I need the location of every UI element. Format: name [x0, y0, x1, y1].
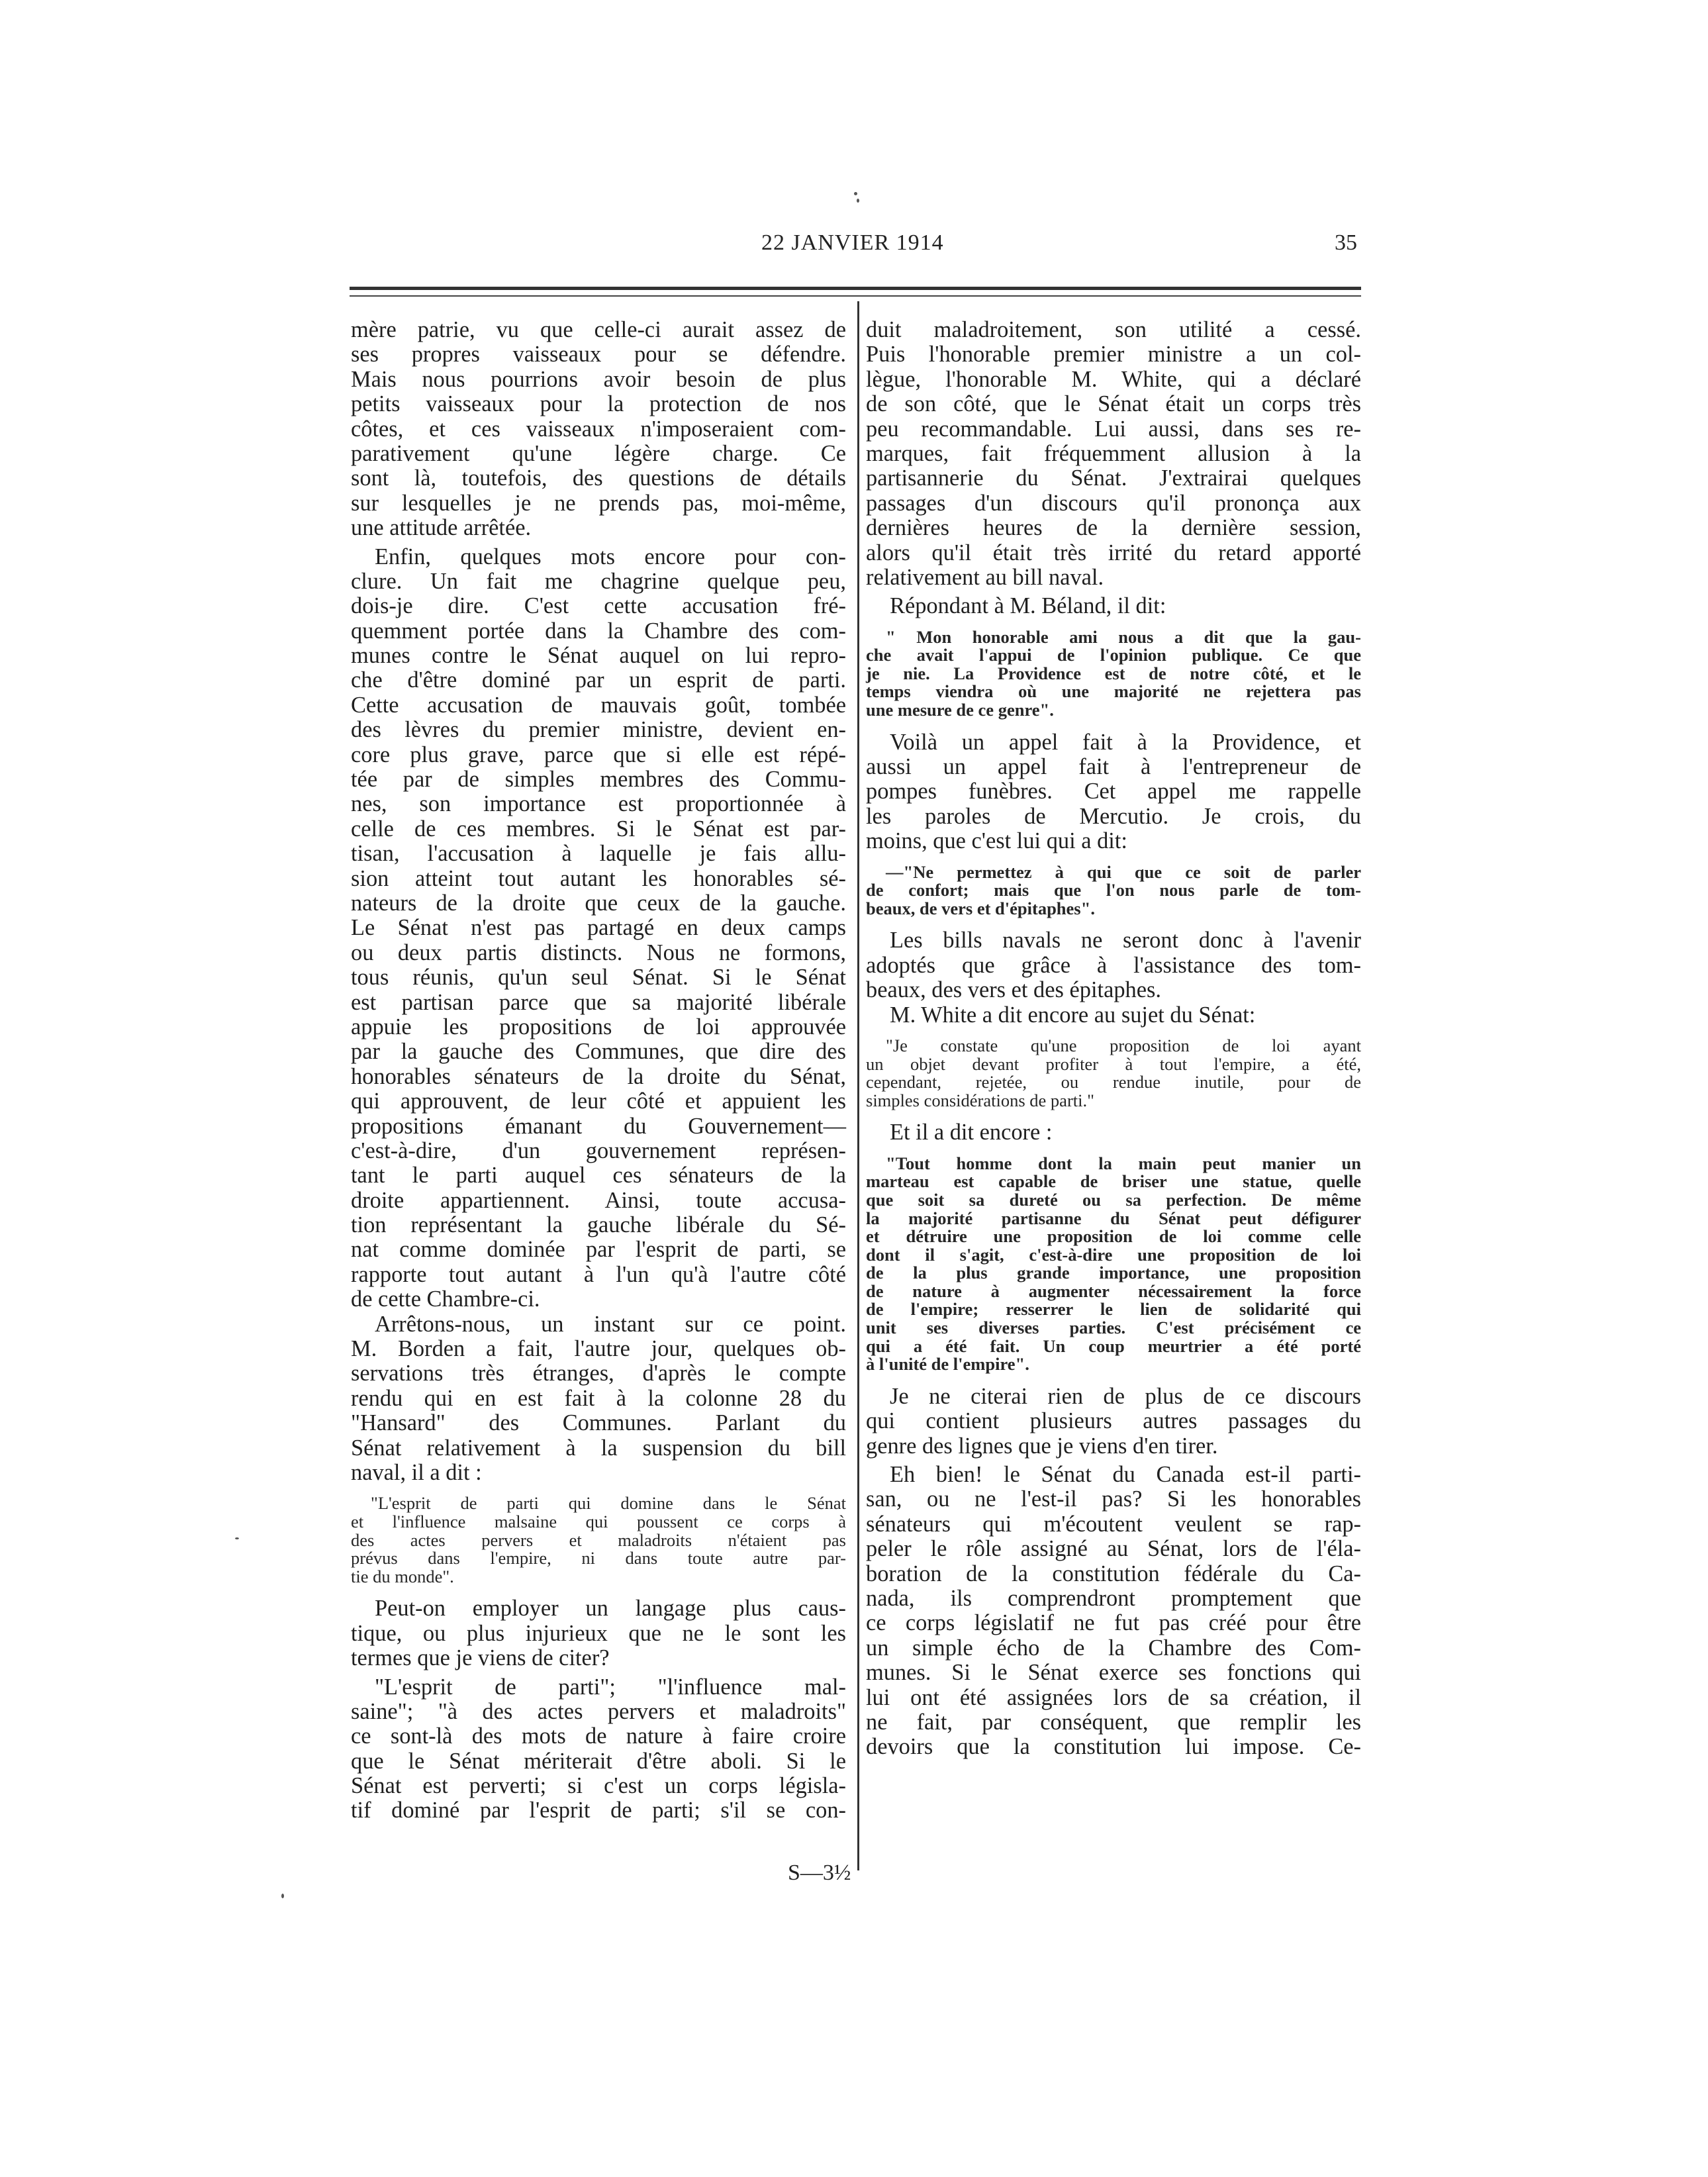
text-line: Peut-on employer un langage plus caus-	[375, 1596, 846, 1621]
text-line: rapporte tout autant à l'un qu'à l'autre côté	[351, 1261, 846, 1287]
text-line: genre des lignes que je viens d'en tirer.	[866, 1433, 1218, 1459]
text-line: sion atteint tout autant les honorables sé-	[351, 865, 846, 891]
text-line: lègue, l'honorable M. White, qui a déclaré	[866, 366, 1361, 392]
text-line: une mesure de ce genre".	[866, 700, 1054, 720]
text-line: tion représentant la gauche libérale du Sé-	[351, 1212, 846, 1238]
text-line: tisan, l'accusation à laquelle je fais allu-	[351, 841, 846, 867]
text-line: peu recommandable. Lui aussi, dans ses re-	[866, 416, 1361, 442]
text-line: de son côté, que le Sénat était un corps très	[866, 391, 1361, 417]
text-line: nes, son importance est proportionnée à	[351, 791, 846, 817]
text-line: un simple écho de la Chambre des Com-	[866, 1635, 1361, 1661]
signature-mark: S—3½	[788, 1861, 851, 1885]
text-line: à l'unité de l'empire".	[866, 1354, 1029, 1375]
text-line: ce sont-là des mots de nature à faire croire	[351, 1723, 846, 1749]
scan-speck	[281, 1894, 284, 1898]
text-line: et l'influence malsaine qui poussent ce corps à	[351, 1511, 846, 1531]
text-line: ce corps législatif ne fut pas créé pour être	[866, 1610, 1361, 1636]
text-line: Je ne citerai rien de plus de ce discours	[890, 1383, 1361, 1409]
text-line: nada, ils comprendront promptement que	[866, 1585, 1361, 1611]
text-line: beaux, des vers et des épitaphes.	[866, 977, 1161, 1003]
text-line: peler le rôle assigné au Sénat, lors de l'éla-	[866, 1536, 1361, 1562]
scan-speck	[235, 1537, 239, 1539]
text-line: sont là, toutefois, des questions de détails	[351, 465, 846, 491]
paragraph	[866, 928, 1361, 1002]
text-line: boration de la constitution fédérale du Ca-	[866, 1561, 1361, 1586]
text-line: qui approuvent, de leur côté et appuient les	[351, 1088, 846, 1114]
paragraph	[866, 1463, 1361, 1760]
text-line: Les bills navals ne seront donc à l'avenir	[890, 928, 1361, 953]
text-line: un objet devant profiter à tout l'empire, a été,	[866, 1053, 1361, 1074]
block-quote	[866, 628, 1361, 720]
text-line: che d'être dominé par un esprit de parti.	[351, 667, 846, 693]
text-line: celle de ces membres. Si le Sénat est par-	[351, 816, 846, 842]
text-line: Sénat relativement à la suspension du bill	[351, 1435, 846, 1461]
text-line: Mais nous pourrions avoir besoin de plus	[351, 366, 846, 392]
text-line: les paroles de Mercutio. Je crois, du	[866, 803, 1361, 829]
text-line: la majorité partisanne du Sénat peut défigurer	[866, 1208, 1361, 1228]
text-line: que soit sa dureté ou sa perfection. De même	[866, 1189, 1361, 1210]
text-line: clure. Un fait me chagrine quelque peu,	[351, 568, 846, 594]
text-line: partisannerie du Sénat. J'extrairai quelques	[866, 465, 1361, 491]
text-line: core plus grave, parce que si elle est répé-	[351, 742, 846, 767]
text-line: parativement qu'une légère charge. Ce	[351, 440, 846, 466]
text-line: une attitude arrêtée.	[351, 515, 532, 541]
text-line: simples considérations de parti."	[866, 1090, 1094, 1110]
text-line: je nie. La Providence est de notre côté, et le	[866, 663, 1361, 683]
text-line: de la plus grande importance, une proposition	[866, 1263, 1361, 1283]
text-line: tous réunis, qu'un seul Sénat. Si le Sénat	[351, 965, 846, 991]
text-line: lui ont été assignées lors de sa création, il	[866, 1684, 1361, 1710]
paragraph	[351, 1596, 846, 1670]
paragraph	[866, 1003, 1361, 1028]
text-line: saine"; "à des actes pervers et maladroits"	[351, 1698, 846, 1724]
text-line: marteau est capable de briser une statue, quelle	[866, 1171, 1361, 1192]
text-line: moins, que c'est lui qui a dit:	[866, 828, 1127, 854]
paragraph	[351, 1312, 846, 1486]
text-line: dois-je dire. C'est cette accusation fré-	[351, 593, 846, 619]
left-column	[351, 318, 846, 1823]
text-line: Arrêtons-nous, un instant sur ce point.	[375, 1311, 846, 1337]
text-line: des actes pervers et maladroits n'étaient pas	[351, 1529, 846, 1550]
text-line: tie du monde".	[351, 1566, 454, 1586]
text-line: Enfin, quelques mots encore pour con-	[375, 544, 846, 569]
text-line: munes contre le Sénat auquel on lui repro-	[351, 643, 846, 669]
block-quote	[866, 863, 1361, 918]
text-line: droite appartiennent. Ainsi, toute accusa-	[351, 1187, 846, 1213]
text-line: ses propres vaisseaux pour se défendre.	[351, 342, 846, 367]
text-line: Puis l'honorable premier ministre a un col-	[866, 342, 1361, 367]
text-line: rendu qui en est fait à la colonne 28 du	[351, 1385, 846, 1411]
text-line: Et il a dit encore :	[890, 1120, 1053, 1145]
text-line: petits vaisseaux pour la protection de nos	[351, 391, 846, 417]
text-line: pompes funèbres. Cet appel me rappelle	[866, 779, 1361, 804]
text-line: sénateurs qui m'écoutent veulent se rap-	[866, 1511, 1361, 1537]
text-line: appuie les propositions de loi approuvée	[351, 1014, 846, 1040]
paragraph	[866, 1120, 1361, 1145]
text-line: san, ou ne l'est-il pas? Si les honorables	[866, 1486, 1361, 1512]
paragraph	[351, 1675, 846, 1823]
text-line: marques, fait fréquemment allusion à la	[866, 440, 1361, 466]
text-line: adoptés que grâce à l'assistance des tom-	[866, 952, 1361, 978]
text-line: de cette Chambre-ci.	[351, 1286, 540, 1312]
text-line: qui a été fait. Un coup meurtrier a été porté	[866, 1335, 1361, 1356]
scan-speck	[857, 199, 859, 203]
text-line: aussi un appel fait à l'entrepreneur de	[866, 754, 1361, 780]
text-line: Le Sénat n'est pas partagé en deux camps	[351, 915, 846, 941]
text-line: alors qu'il était très irrité du retard apporté	[866, 540, 1361, 565]
text-line: tique, ou plus injurieux que ne le sont les	[351, 1620, 846, 1646]
text-line: M. White a dit encore au sujet du Sénat:	[890, 1002, 1256, 1028]
text-line: che avait l'appui de l'opinion publique. Ce que	[866, 645, 1361, 665]
text-line: sur lesquelles je ne prends pas, moi-même,	[351, 490, 846, 516]
text-line: mère patrie, vu que celle-ci aurait assez de	[351, 317, 846, 342]
paragraph	[351, 318, 846, 541]
text-line: dont il s'agit, c'est-à-dire une proposition de loi	[866, 1244, 1361, 1265]
text-line: relativement au bill naval.	[866, 564, 1104, 590]
text-line: Répondant à M. Béland, il dit:	[890, 593, 1166, 619]
text-line: ou deux partis distincts. Nous ne formons,	[351, 940, 846, 965]
text-line: quemment portée dans la Chambre des com-	[351, 618, 846, 644]
text-line: de nature à augmenter nécessairement la force	[866, 1281, 1361, 1301]
text-line: termes que je viens de citer?	[351, 1645, 610, 1671]
text-line: duit maladroitement, son utilité a cessé.	[866, 317, 1361, 342]
text-line: propositions émanant du Gouvernement—	[351, 1113, 846, 1139]
text-line: par la gauche des Communes, que dire des	[351, 1039, 846, 1065]
text-line: servations très étranges, d'après le compte	[351, 1361, 846, 1386]
text-line: M. Borden a fait, l'autre jour, quelques ob-	[351, 1336, 846, 1362]
text-line: dernières heures de la dernière session,	[866, 515, 1361, 541]
text-line: devoirs que la constitution lui impose. Ce-	[866, 1734, 1361, 1760]
text-line: et détruire une proposition de loi comme celle	[866, 1226, 1361, 1247]
text-line: que le Sénat mériterait d'être aboli. Si le	[351, 1748, 846, 1774]
text-line: nateurs de la droite que ceux de la gauche.	[351, 890, 846, 916]
text-line: côtes, et ces vaisseaux n'imposeraient com-	[351, 416, 846, 442]
header-rule	[350, 287, 1361, 290]
text-line: prévus dans l'empire, ni dans toute autre par-	[351, 1548, 846, 1569]
page-number: 35	[1335, 230, 1357, 255]
block-quote	[866, 1155, 1361, 1374]
text-line: Eh bien! le Sénat du Canada est-il parti-	[890, 1462, 1361, 1488]
text-line: passages d'un discours qu'il prononça aux	[866, 490, 1361, 516]
paragraph	[866, 318, 1361, 590]
text-line: "Je constate qu'une proposition de loi ayant	[886, 1035, 1361, 1055]
block-quote	[351, 1494, 846, 1586]
header-rule-thin	[350, 295, 1361, 297]
text-line: unit ses diverses parties. C'est précisément ce	[866, 1318, 1361, 1338]
text-line: "Tout homme dont la main peut manier un	[886, 1153, 1361, 1173]
text-line: —"Ne permettez à qui que ce soit de parler	[886, 861, 1361, 882]
text-line: "L'esprit de parti qui domine dans le Sénat	[371, 1493, 846, 1514]
text-line: "Hansard" des Communes. Parlant du	[351, 1410, 846, 1436]
text-line: honorables sénateurs de la droite du Sénat,	[351, 1063, 846, 1089]
text-line: des lèvres du premier ministre, devient en-	[351, 717, 846, 743]
text-line: Cette accusation de mauvais goût, tombée	[351, 692, 846, 718]
paragraph	[866, 730, 1361, 854]
scan-speck	[854, 192, 857, 195]
paragraph	[351, 545, 846, 1312]
paragraph	[866, 594, 1361, 618]
text-line: de l'empire; resserrer le lien de solidarité qui	[866, 1299, 1361, 1320]
text-line: ne fait, par conséquent, que remplir les	[866, 1709, 1361, 1735]
text-line: tée par de simples membres des Commu-	[351, 767, 846, 793]
text-line: tif dominé par l'esprit de parti; s'il se con-	[351, 1798, 846, 1823]
right-column	[866, 318, 1361, 1760]
text-line: temps viendra où une majorité ne rejettera pas	[866, 681, 1361, 702]
block-quote	[866, 1037, 1361, 1110]
text-line: nat comme dominée par l'esprit de parti, se	[351, 1237, 846, 1263]
text-line: munes. Si le Sénat exerce ses fonctions qui	[866, 1660, 1361, 1686]
text-line: Sénat est perverti; si c'est un corps législa-	[351, 1773, 846, 1799]
paragraph	[866, 1384, 1361, 1459]
text-line: est partisan parce que sa majorité libérale	[351, 989, 846, 1015]
text-line: cependant, rejetée, ou rendue inutile, pour de	[866, 1072, 1361, 1092]
text-line: "L'esprit de parti"; "l'influence mal-	[375, 1674, 846, 1700]
running-head: 22 JANVIER 1914	[761, 230, 944, 255]
text-line: c'est-à-dire, d'un gouvernement représen-	[351, 1137, 846, 1163]
text-line: de confort; mais que l'on nous parle de tom-	[866, 880, 1361, 900]
text-line: Voilà un appel fait à la Providence, et	[890, 729, 1361, 755]
text-line: naval, il a dit :	[351, 1459, 482, 1485]
column-divider	[857, 301, 859, 1870]
text-line: tant le parti auquel ces sénateurs de la	[351, 1163, 846, 1188]
text-line: qui contient plusieurs autres passages du	[866, 1408, 1361, 1434]
text-line: beaux, de vers et d'épitaphes".	[866, 898, 1095, 918]
text-line: " Mon honorable ami nous a dit que la gau-	[886, 626, 1361, 647]
